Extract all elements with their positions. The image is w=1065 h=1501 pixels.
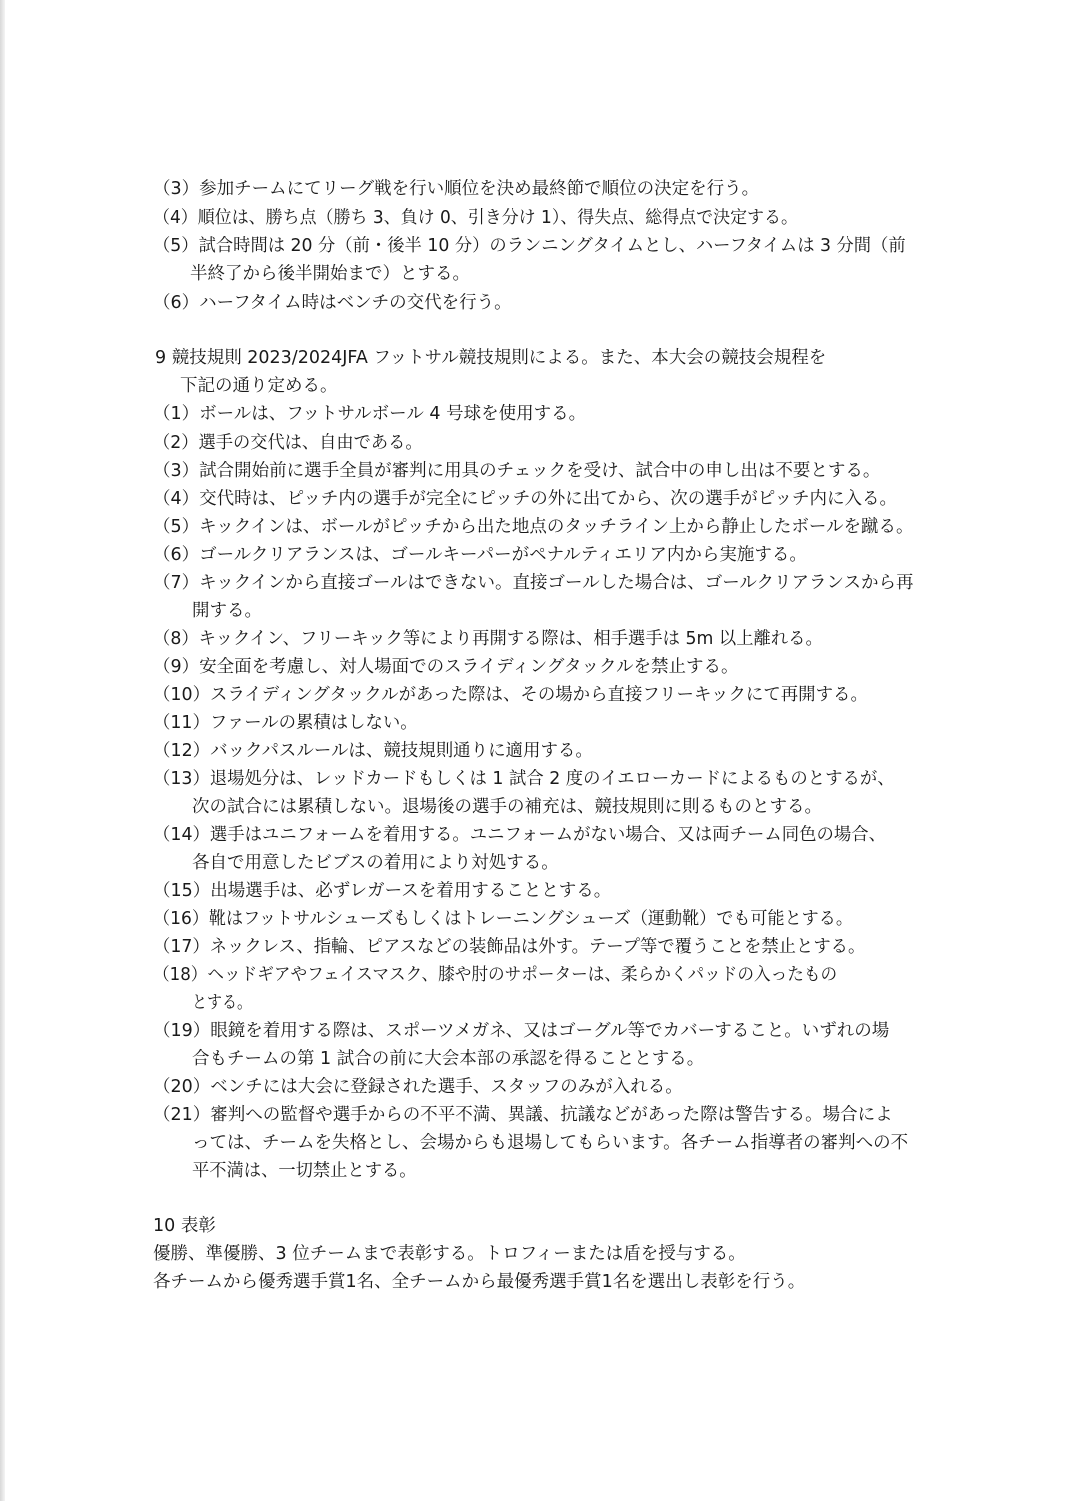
text-line: 合もチームの第 1 試合の前に大会本部の承認を得ることとする。 [192, 1049, 705, 1069]
text-line: （5）キックインは、ボールがピッチから出た地点のタッチライン上から静止したボールを蹴る。 [153, 517, 914, 537]
text-line: （20）ベンチには大会に登録された選手、スタッフのみが入れる。 [153, 1077, 683, 1097]
text-line: 次の試合には累積しない。退場後の選手の補充は、競技規則に則るものとする。 [192, 797, 822, 817]
text-line: とする。 [192, 993, 252, 1013]
text-line: （16）靴はフットサルシューズもしくはトレーニングシューズ（運動靴）でも可能とする。 [153, 909, 853, 929]
text-line: 9 競技規則 2023/2024JFA フットサル競技規則による。また、本大会の競技会規程を [155, 348, 827, 368]
text-line: 10 表彰 [153, 1216, 216, 1236]
text-line: （12）バックパスルールは、競技規則通りに適用する。 [153, 741, 593, 761]
text-line: （13）退場処分は、レッドカードもしくは 1 試合 2 度のイエローカードによるものとするが、 [153, 769, 895, 789]
text-line: っては、チームを失格とし、会場からも退場してもらいます。各チーム指導者の審判への不 [192, 1133, 909, 1153]
text-line: （4）交代時は、ピッチ内の選手が完全にピッチの外に出てから、次の選手がピッチ内に入る。 [153, 489, 898, 509]
text-line: （5）試合時間は 20 分（前・後半 10 分）のランニングタイムとし、ハーフタイムは 3 分間（前 [153, 236, 906, 256]
text-line: （17）ネックレス、指輪、ピアスなどの装飾品は外す。テープ等で覆うことを禁止とする。 [153, 937, 866, 957]
text-line: （18）ヘッドギアやフェイスマスク、膝や肘のサポーターは、柔らかくパッドの入ったもの [153, 965, 838, 985]
text-line: 各自で用意したビブスの着用により対処する。 [192, 853, 559, 873]
text-line: （21）審判への監督や選手からの不平不満、異議、抗議などがあった際は警告する。場合によ [153, 1105, 893, 1125]
text-line: （2）選手の交代は、自由である。 [153, 433, 423, 453]
text-line: （11）ファールの累積はしない。 [153, 713, 418, 733]
text-line: （19）眼鏡を着用する際は、スポーツメガネ、又はゴーグル等でカバーすること。いずれの場 [153, 1021, 890, 1041]
text-line: 優勝、準優勝、3 位チームまで表彰する。トロフィーまたは盾を授与する。 [153, 1244, 746, 1264]
text-line: 半終了から後半開始まで）とする。 [190, 264, 470, 284]
text-line: 開する。 [192, 601, 262, 621]
text-line: （3）試合開始前に選手全員が審判に用具のチェックを受け、試合中の申し出は不要とする。 [153, 461, 881, 481]
text-line: （4）順位は、勝ち点（勝ち 3、負け 0、引き分け 1）、得失点、総得点で決定する。 [153, 208, 798, 228]
text-line: 下記の通り定める。 [180, 376, 338, 396]
text-line: （10）スライディングタックルがあった際は、その場から直接フリーキックにて再開する。 [153, 685, 868, 705]
text-line: 各チームから優秀選手賞1名、全チームから最優秀選手賞1名を選出し表彰を行う。 [153, 1272, 806, 1292]
text-line: （6）ゴールクリアランスは、ゴールキーパーがペナルティエリア内から実施する。 [153, 545, 807, 565]
text-line: （8）キックイン、フリーキック等により再開する際は、相手選手は 5m 以上離れる。 [153, 629, 823, 649]
text-line: （6）ハーフタイム時はベンチの交代を行う。 [153, 293, 512, 313]
text-line: 平不満は、一切禁止とする。 [192, 1161, 417, 1181]
text-line: （15）出場選手は、必ずレガースを着用することとする。 [153, 881, 612, 901]
text-line: （1）ボールは、フットサルボール 4 号球を使用する。 [153, 404, 587, 424]
text-line: （3）参加チームにてリーグ戦を行い順位を決め最終節で順位の決定を行う。 [153, 179, 760, 199]
text-line: （14）選手はユニフォームを着用する。ユニフォームがない場合、又は両チーム同色の場合、 [153, 825, 886, 845]
text-line: （7）キックインから直接ゴールはできない。直接ゴールした場合は、ゴールクリアランスから再 [153, 573, 914, 593]
text-line: （9）安全面を考慮し、対人場面でのスライディングタックルを禁止する。 [153, 657, 739, 677]
